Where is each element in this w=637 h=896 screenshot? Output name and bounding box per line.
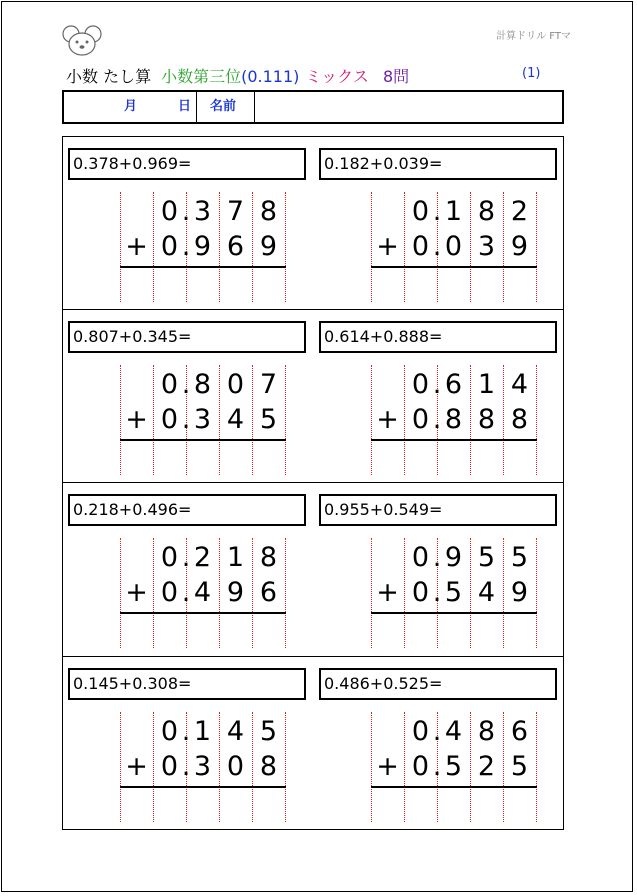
addend-digit: .: [181, 404, 191, 435]
addend-digit: 9: [510, 577, 529, 608]
addend-digit: 8: [510, 404, 529, 435]
mouse-logo-icon: [62, 24, 102, 58]
addend-digit: 8: [259, 542, 278, 573]
sum-line: [371, 439, 537, 441]
equation-box: 0.182+0.039=: [319, 148, 557, 180]
addend-digit: 9: [226, 577, 245, 608]
addend-digit: .: [181, 369, 191, 400]
addend-digit: 0: [411, 369, 430, 400]
addend-digit: .: [432, 404, 442, 435]
addend-digit: 2: [510, 196, 529, 227]
addend-digit: .: [432, 542, 442, 573]
answer-area[interactable]: [120, 789, 286, 822]
addend-digit: 1: [444, 196, 463, 227]
title-part-2: 小数第三位: [161, 67, 242, 86]
answer-area[interactable]: [371, 789, 537, 822]
answer-area[interactable]: [371, 442, 537, 475]
equation-box: 0.807+0.345=: [68, 321, 306, 353]
addend-digit: .: [432, 751, 442, 782]
addend-digit: 8: [259, 196, 278, 227]
sheet-number: (1): [522, 66, 541, 81]
sum-line: [371, 612, 537, 614]
addend-digit: 9: [193, 231, 212, 262]
addend-digit: 0: [444, 231, 463, 262]
addend-digit: 4: [444, 716, 463, 747]
addend-digit: 7: [226, 196, 245, 227]
addend-digit: 3: [193, 404, 212, 435]
addend-digit: 0: [160, 542, 179, 573]
problem-2: [313, 136, 563, 296]
addend-digit: .: [181, 196, 191, 227]
equation-box: 0.614+0.888=: [319, 321, 557, 353]
info-bar: [62, 90, 564, 124]
plus-sign: +: [125, 751, 148, 782]
sum-line: [120, 786, 286, 788]
addend-digit: 9: [259, 231, 278, 262]
addend-digit: 8: [444, 404, 463, 435]
addend-digit: 0: [411, 404, 430, 435]
addend-digit: 4: [510, 369, 529, 400]
equation-box: 0.145+0.308=: [68, 668, 306, 700]
day-label: 日: [178, 99, 192, 114]
addend-digit: 8: [259, 751, 278, 782]
sum-line: [371, 786, 537, 788]
addend-digit: 8: [477, 196, 496, 227]
addend-digit: 0: [160, 231, 179, 262]
addend-digit: 0: [226, 751, 245, 782]
addend-digit: 0: [160, 716, 179, 747]
addend-digit: 0: [411, 542, 430, 573]
plus-sign: +: [125, 577, 148, 608]
addend-digit: 5: [259, 404, 278, 435]
name-field[interactable]: [255, 92, 562, 122]
addend-digit: 1: [226, 542, 245, 573]
equation-box: 0.486+0.525=: [319, 668, 557, 700]
addend-digit: 5: [444, 751, 463, 782]
problem-5: [62, 482, 312, 642]
problem-4: [313, 309, 563, 469]
addend-digit: 5: [510, 542, 529, 573]
problem-7: [62, 656, 312, 816]
addend-digit: 0: [160, 404, 179, 435]
addend-digit: 0: [160, 751, 179, 782]
answer-area[interactable]: [120, 269, 286, 302]
addend-digit: 5: [477, 542, 496, 573]
addend-digit: 0: [411, 577, 430, 608]
addend-digit: 5: [259, 716, 278, 747]
title-part-3: (0.111): [241, 67, 300, 86]
addend-digit: 6: [259, 577, 278, 608]
plus-sign: +: [376, 577, 399, 608]
addend-digit: .: [432, 369, 442, 400]
answer-area[interactable]: [120, 615, 286, 648]
addend-digit: 5: [510, 751, 529, 782]
plus-sign: +: [125, 231, 148, 262]
addend-digit: 8: [477, 404, 496, 435]
sum-line: [120, 266, 286, 268]
addend-digit: 7: [259, 369, 278, 400]
plus-sign: +: [376, 231, 399, 262]
addend-digit: .: [432, 716, 442, 747]
addend-digit: 0: [411, 231, 430, 262]
addend-digit: 0: [160, 577, 179, 608]
addend-digit: 0: [160, 196, 179, 227]
problem-1: [62, 136, 312, 296]
name-label: 名前: [210, 99, 237, 114]
month-label: 月: [124, 99, 138, 114]
plus-sign: +: [376, 404, 399, 435]
problem-8: [313, 656, 563, 816]
addend-digit: 0: [160, 369, 179, 400]
addend-digit: 5: [444, 577, 463, 608]
addend-digit: 6: [510, 716, 529, 747]
addend-digit: 3: [477, 231, 496, 262]
addend-digit: 6: [226, 231, 245, 262]
answer-area[interactable]: [120, 442, 286, 475]
addend-digit: 4: [226, 716, 245, 747]
sum-line: [120, 439, 286, 441]
answer-area[interactable]: [371, 615, 537, 648]
title-part-5: 8問: [382, 67, 410, 86]
answer-area[interactable]: [371, 269, 537, 302]
addend-digit: .: [432, 196, 442, 227]
equation-box: 0.955+0.549=: [319, 494, 557, 526]
addend-digit: 0: [411, 196, 430, 227]
problem-6: [313, 482, 563, 642]
info-divider: [196, 92, 197, 122]
problem-3: [62, 309, 312, 469]
addend-digit: 9: [444, 542, 463, 573]
equation-box: 0.218+0.496=: [68, 494, 306, 526]
addend-digit: 4: [193, 577, 212, 608]
addend-digit: 6: [444, 369, 463, 400]
sum-line: [120, 612, 286, 614]
brand-label: 計算ドリル FTマ: [496, 31, 571, 42]
addend-digit: 3: [193, 751, 212, 782]
addend-digit: 2: [477, 751, 496, 782]
equation-box: 0.378+0.969=: [68, 148, 306, 180]
addend-digit: 1: [477, 369, 496, 400]
addend-digit: .: [432, 577, 442, 608]
plus-sign: +: [125, 404, 148, 435]
addend-digit: .: [432, 231, 442, 262]
plus-sign: +: [376, 751, 399, 782]
addend-digit: 4: [226, 404, 245, 435]
sum-line: [371, 266, 537, 268]
worksheet-title: [66, 64, 409, 87]
addend-digit: .: [181, 542, 191, 573]
addend-digit: .: [181, 231, 191, 262]
addend-digit: 3: [193, 196, 212, 227]
title-part-4: ミックス: [305, 67, 369, 86]
addend-digit: .: [181, 716, 191, 747]
addend-digit: .: [181, 751, 191, 782]
title-part-1: 小数 たし算: [66, 67, 152, 86]
addend-digit: .: [181, 577, 191, 608]
addend-digit: 4: [477, 577, 496, 608]
addend-digit: 8: [193, 369, 212, 400]
addend-digit: 0: [226, 369, 245, 400]
addend-digit: 8: [477, 716, 496, 747]
addend-digit: 0: [411, 751, 430, 782]
addend-digit: 1: [193, 716, 212, 747]
addend-digit: 9: [510, 231, 529, 262]
addend-digit: 0: [411, 716, 430, 747]
addend-digit: 2: [193, 542, 212, 573]
